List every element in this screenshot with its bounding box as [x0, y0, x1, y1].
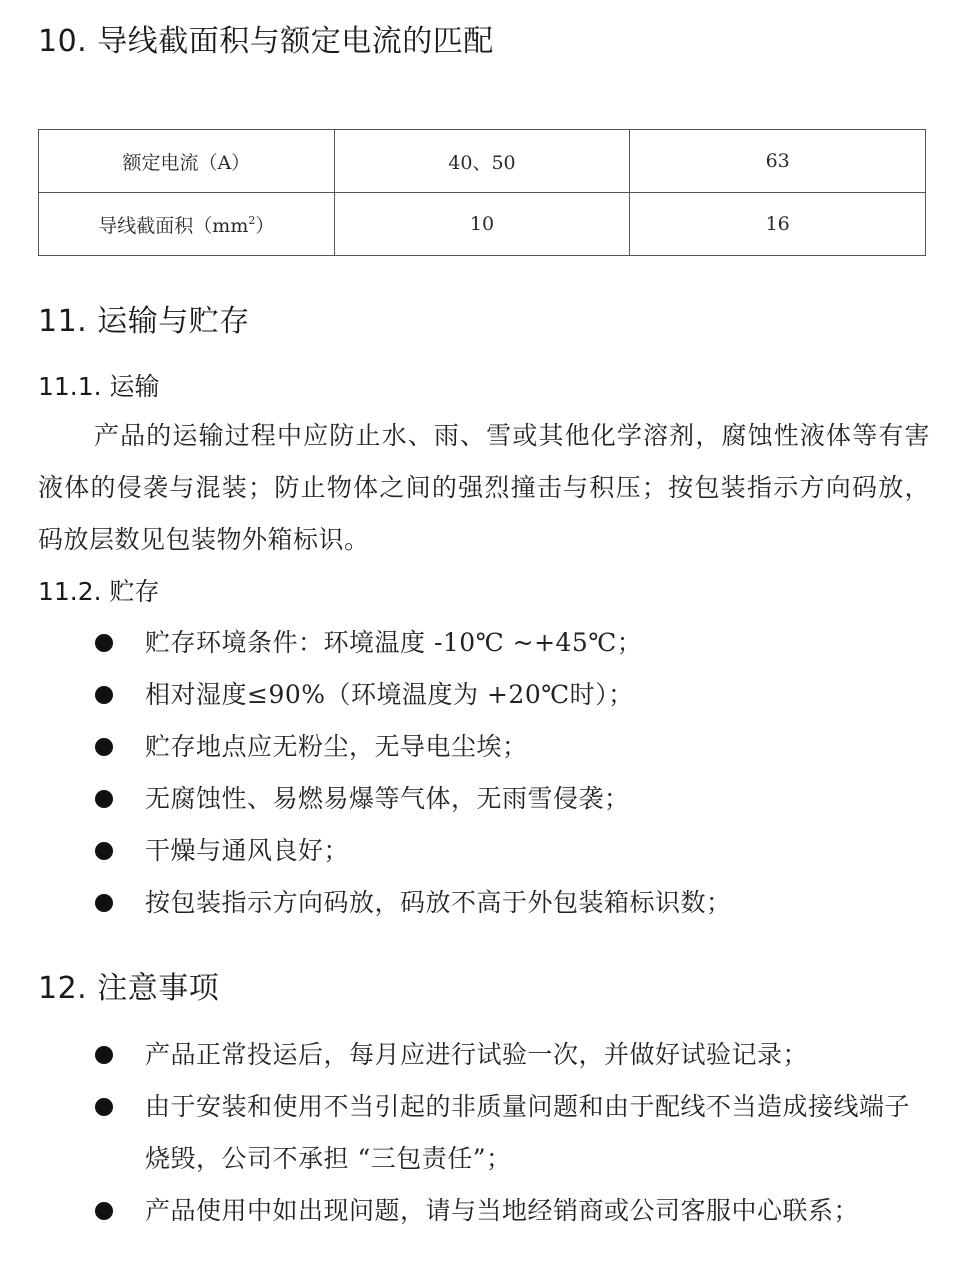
label-superscript: 2: [248, 213, 256, 227]
list-item-text: 无腐蚀性、易燃易爆等气体，无雨雪侵袭；: [145, 784, 630, 813]
list-item-text: 产品正常投运后，每月应进行试验一次，并做好试验记录；: [145, 1040, 809, 1069]
table-cell: 40、50: [334, 130, 630, 193]
table-row: [39, 193, 926, 256]
bullet-icon: [95, 842, 113, 860]
table-cell: 63: [630, 130, 926, 193]
list-item: [0, 773, 931, 825]
list-item-text: 贮存地点应无粉尘，无导电尘埃；: [145, 732, 528, 761]
section-11-2-heading: 11.2. 贮存: [38, 577, 160, 606]
section-12-heading: 12. 注意事项: [38, 971, 220, 1006]
list-item: [0, 617, 931, 669]
list-item-text: 贮存环境条件：环境温度 -10℃ ~+45℃；: [145, 628, 643, 657]
table-row: [39, 130, 926, 193]
table-cell: 10: [334, 193, 630, 256]
list-item: [0, 721, 931, 773]
section-10-heading: 10. 导线截面积与额定电流的匹配: [38, 24, 494, 59]
bullet-icon: [95, 790, 113, 808]
list-item: [0, 877, 931, 929]
list-item-text: 按包装指示方向码放，码放不高于外包装箱标识数；: [145, 888, 732, 917]
precautions-list: [0, 1029, 931, 1237]
label-suffix: ）: [255, 214, 275, 237]
bullet-icon: [95, 1202, 113, 1220]
list-item: [0, 1081, 931, 1185]
table-cell: 16: [630, 193, 926, 256]
list-item-text: 由于安装和使用不当引起的非质量问题和由于配线不当造成接线端子烧毁，公司不承担 “三包责任”；: [145, 1092, 911, 1173]
bullet-icon: [95, 1046, 113, 1064]
transport-paragraph: 产品的运输过程中应防止水、雨、雪或其他化学溶剂，腐蚀性液体等有害液体的侵袭与混装；防止物体之间的强烈撞击与积压；按包装指示方向码放，码放层数见包装物外箱标识。: [38, 421, 930, 554]
section-11-heading: 11. 运输与贮存: [38, 304, 250, 339]
list-item-text: 干燥与通风良好；: [145, 836, 350, 865]
list-item: [0, 1185, 931, 1237]
label-prefix: 导线截面积（mm: [98, 214, 249, 237]
list-item: [0, 669, 931, 721]
list-item-text: 产品使用中如出现问题，请与当地经销商或公司客服中心联系；: [145, 1196, 860, 1225]
current-wire-table: [38, 129, 926, 256]
bullet-icon: [95, 634, 113, 652]
list-item-text: 相对湿度≤90%（环境温度为 +20℃时）；: [145, 680, 634, 709]
bullet-icon: [95, 686, 113, 704]
bullet-icon: [95, 738, 113, 756]
bullet-icon: [95, 894, 113, 912]
list-item: [0, 825, 931, 877]
list-item: [0, 1029, 931, 1081]
section-11-1-heading: 11.1. 运输: [38, 372, 160, 401]
table-row-label: [39, 193, 335, 256]
table-row-label: 额定电流（A）: [39, 130, 335, 193]
storage-list: [0, 617, 931, 929]
bullet-icon: [95, 1098, 113, 1116]
